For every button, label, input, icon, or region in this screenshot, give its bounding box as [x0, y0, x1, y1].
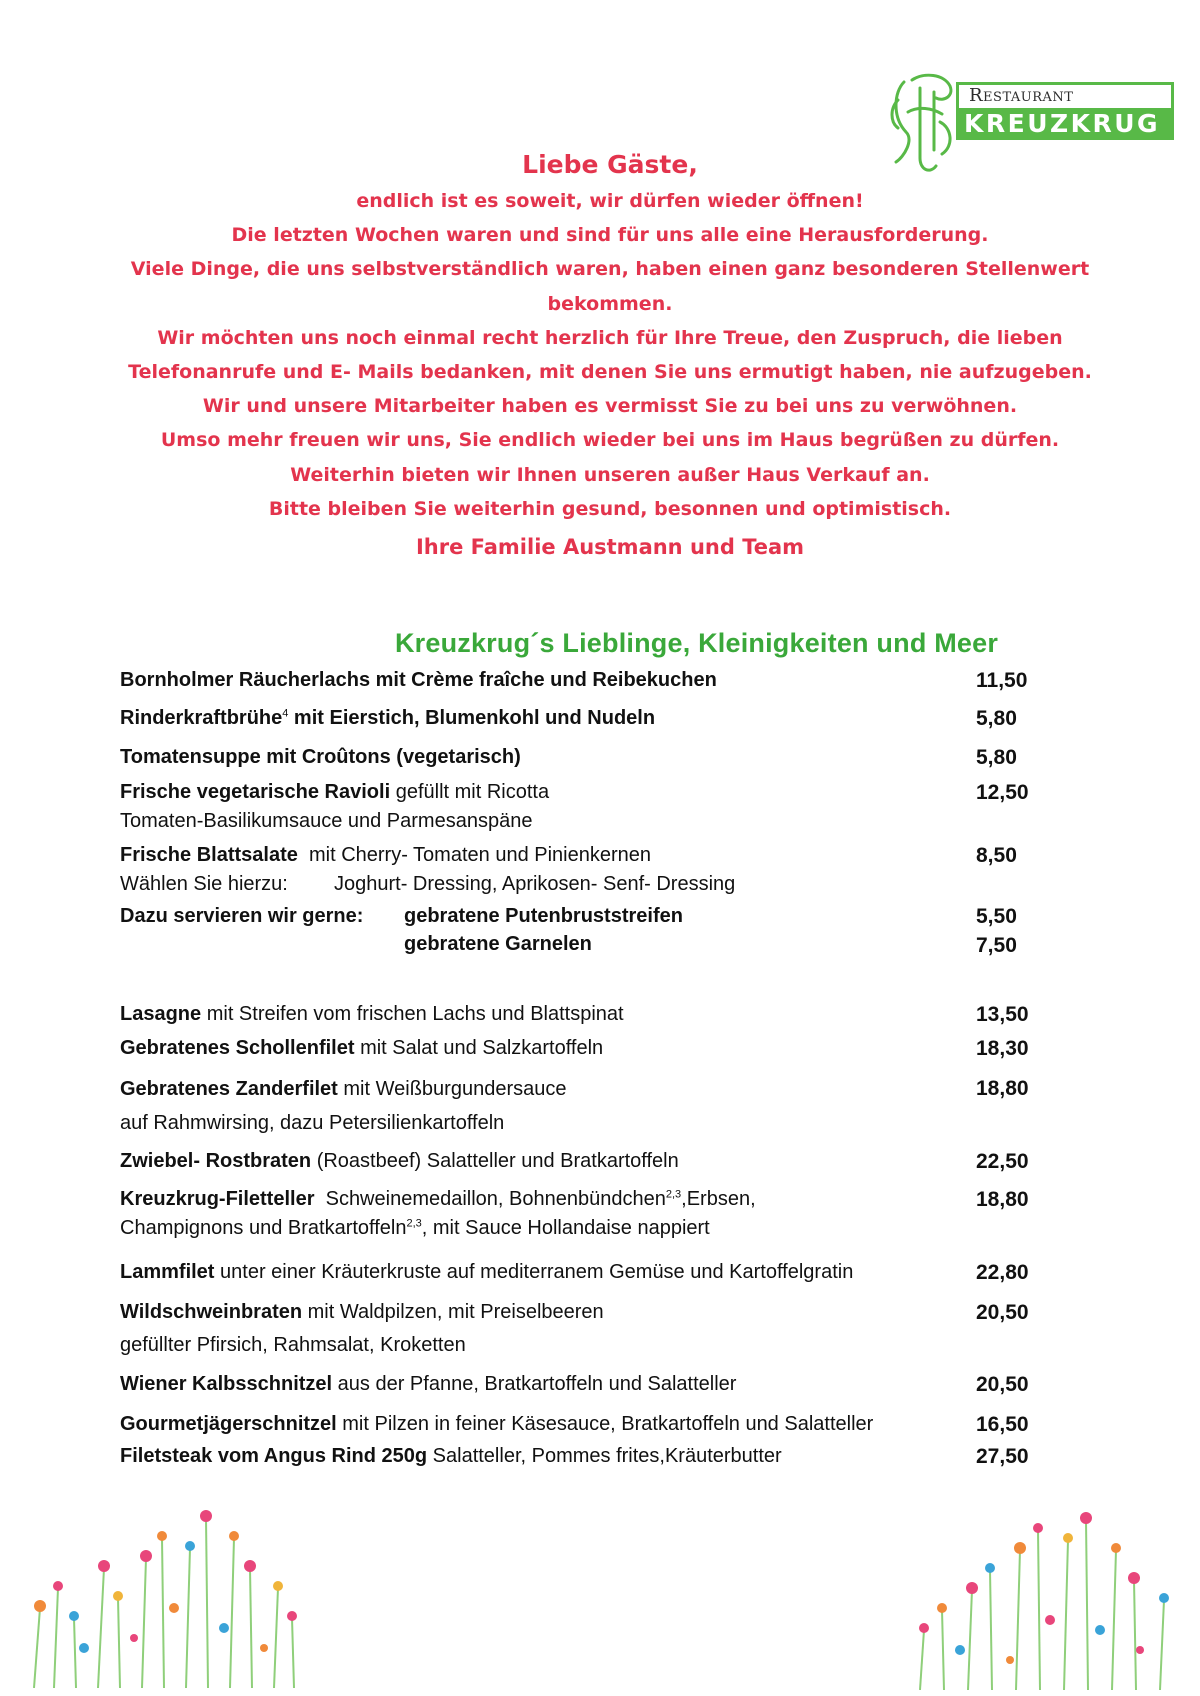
dish-description: Schweinemedaillon, Bohnenbündchen	[314, 1188, 666, 1210]
dish-price: 18,80	[976, 1188, 1029, 1211]
dish-name: Wildschweinbraten	[120, 1301, 303, 1323]
greeting-line: Umso mehr freuen wir uns, Sie endlich wieder bei uns im Haus begrüßen zu dürfen.	[160, 429, 1060, 452]
menu-section-title: Kreuzkrug´s Lieblinge, Kleinigkeiten und Meer	[394, 628, 999, 658]
dish-name: Lasagne	[120, 1003, 202, 1025]
dish-price: 13,50	[976, 1003, 1029, 1026]
dish-description: mit Cherry- Tomaten und Pinienkernen	[297, 844, 651, 866]
dish-name: Kreuzkrug-Filetteller	[120, 1188, 315, 1210]
greeting-line: Viele Dinge, die uns selbstverständlich waren, haben einen ganz besonderen Stellenwert	[130, 258, 1090, 281]
dish-name: Gourmetjägerschnitzel	[120, 1413, 337, 1435]
menu-item	[120, 743, 1080, 772]
dish-description: unter einer Kräuterkruste auf mediterranem Gemüse und Kartoffelgratin	[214, 1261, 854, 1283]
dish-price: 22,50	[976, 1150, 1029, 1173]
dish-name: Rinderkraftbrühe	[120, 707, 283, 729]
dish-description: gefüllt mit Ricotta	[390, 781, 550, 803]
dish-description: mit Salat und Salzkartoffeln	[354, 1037, 604, 1059]
greeting-line: Wir und unsere Mitarbeiter haben es vermisst Sie zu bei uns zu verwöhnen.	[202, 395, 1018, 418]
dish-description-line2: Champignons und Bratkartoffeln	[120, 1217, 407, 1239]
menu-item	[120, 666, 1080, 695]
footnote-marker: 2,3	[406, 1217, 422, 1230]
dish-price: 12,50	[976, 781, 1029, 804]
menu-item	[120, 1072, 1080, 1140]
greeting-signature: Ihre Familie Austmann und Team	[415, 535, 805, 560]
menu-item	[120, 1410, 1080, 1439]
dish-name: Filetsteak vom Angus Rind 250g	[120, 1445, 428, 1467]
greeting-letter	[110, 146, 1110, 566]
greeting-line: bekommen.	[547, 292, 673, 315]
greeting-line: Wir möchten uns noch einmal recht herzlich für Ihre Treue, den Zuspruch, die lieben	[157, 326, 1063, 349]
dish-description: aus der Pfanne, Bratkartoffeln und Salatteller	[332, 1373, 737, 1395]
dressing-label: Wählen Sie hierzu:	[120, 873, 288, 895]
flowers-decoration-icon	[900, 1510, 1180, 1690]
dish-description: mit Weißburgundersauce	[337, 1078, 567, 1100]
menu-item-extras	[120, 902, 1080, 960]
menu-item	[120, 1147, 1080, 1176]
menu-item	[120, 704, 1080, 733]
dressing-options: Joghurt- Dressing, Aprikosen- Senf- Dressing	[334, 873, 736, 895]
dish-name: Gebratenes Schollenfilet	[120, 1037, 355, 1059]
extra-price: 7,50	[976, 934, 1017, 957]
greeting-line: endlich ist es soweit, wir dürfen wieder öffnen!	[356, 190, 864, 212]
menu-item	[120, 1034, 1080, 1063]
dish-name: Wiener Kalbsschnitzel	[120, 1373, 333, 1395]
dish-price: 18,80	[976, 1077, 1029, 1100]
dish-name: Gebratenes Zanderfilet	[120, 1078, 338, 1100]
dish-name: Lammfilet	[120, 1261, 215, 1283]
dish-description: Salatteller, Pommes frites,Kräuterbutter	[427, 1445, 782, 1467]
dish-price: 18,30	[976, 1037, 1029, 1060]
footnote-marker: 4	[282, 707, 289, 720]
logo-line-restaurant: Restaurant	[956, 82, 1174, 108]
dish-price: 20,50	[976, 1301, 1029, 1324]
menu-item	[120, 841, 1080, 899]
greeting-title: Liebe Gäste,	[522, 150, 698, 179]
dish-price: 20,50	[976, 1373, 1029, 1396]
dish-description-line2-cont: , mit Sauce Hollandaise nappiert	[421, 1217, 710, 1239]
menu-item	[120, 1296, 1080, 1362]
dish-description: mit Pilzen in feiner Käsesauce, Bratkartoffeln und Salatteller	[336, 1413, 874, 1435]
greeting-line: Bitte bleiben Sie weiterhin gesund, besonnen und optimistisch.	[268, 497, 952, 520]
extra-option: gebratene Garnelen	[404, 933, 592, 955]
dish-description: mit Streifen vom frischen Lachs und Blattspinat	[201, 1003, 624, 1025]
extra-price: 5,50	[976, 905, 1017, 928]
dish-description: mit Waldpilzen, mit Preiselbeeren	[302, 1301, 604, 1323]
dish-name: Frische Blattsalate	[120, 844, 298, 866]
flowers-decoration-icon	[14, 1498, 304, 1688]
dish-price: 22,80	[976, 1261, 1029, 1284]
dish-name: Tomatensuppe mit Croûtons (vegetarisch)	[120, 746, 521, 768]
dish-description-line2: gefüllter Pfirsich, Rahmsalat, Kroketten	[120, 1334, 466, 1356]
menu-item	[120, 1370, 1080, 1399]
dish-description-line2: auf Rahmwirsing, dazu Petersilienkartoffeln	[120, 1112, 505, 1134]
dish-price: 11,50	[976, 669, 1028, 692]
dish-price: 16,50	[976, 1413, 1029, 1436]
menu-item	[120, 1442, 1080, 1471]
dish-description: (Roastbeef) Salatteller und Bratkartoffeln	[311, 1150, 679, 1172]
dish-price: 5,80	[976, 707, 1017, 730]
dish-name: Frische vegetarische Ravioli	[120, 781, 391, 803]
extras-label: Dazu servieren wir gerne:	[120, 905, 364, 927]
footnote-marker: 2,3	[665, 1188, 682, 1201]
dish-description-line2: Tomaten-Basilikumsauce und Parmesanspäne	[120, 810, 533, 832]
menu-item	[120, 1258, 1080, 1287]
extra-option: gebratene Putenbruststreifen	[404, 905, 683, 927]
dish-price: 5,80	[976, 746, 1017, 769]
dish-price: 27,50	[976, 1445, 1029, 1468]
menu-item	[120, 1000, 1080, 1029]
menu-item	[120, 778, 1080, 836]
menu-item	[120, 1185, 1080, 1243]
greeting-line: Die letzten Wochen waren und sind für uns alle eine Herausforderung.	[231, 224, 989, 247]
dish-name: Bornholmer Räucherlachs mit Crème fraîche und Reibekuchen	[120, 669, 717, 691]
dish-description: mit Eierstich, Blumenkohl und Nudeln	[288, 707, 656, 729]
dish-description-cont: ,Erbsen,	[681, 1188, 756, 1210]
logo-line-name: KREUZKRUG	[956, 108, 1174, 140]
greeting-line: Weiterhin bieten wir Ihnen unseren außer Haus Verkauf an.	[290, 463, 930, 486]
dish-name: Zwiebel- Rostbraten	[120, 1150, 312, 1172]
dish-price: 8,50	[976, 844, 1017, 867]
greeting-line: Telefonanrufe und E- Mails bedanken, mit denen Sie uns ermutigt haben, nie aufzugeben.	[128, 361, 1092, 384]
